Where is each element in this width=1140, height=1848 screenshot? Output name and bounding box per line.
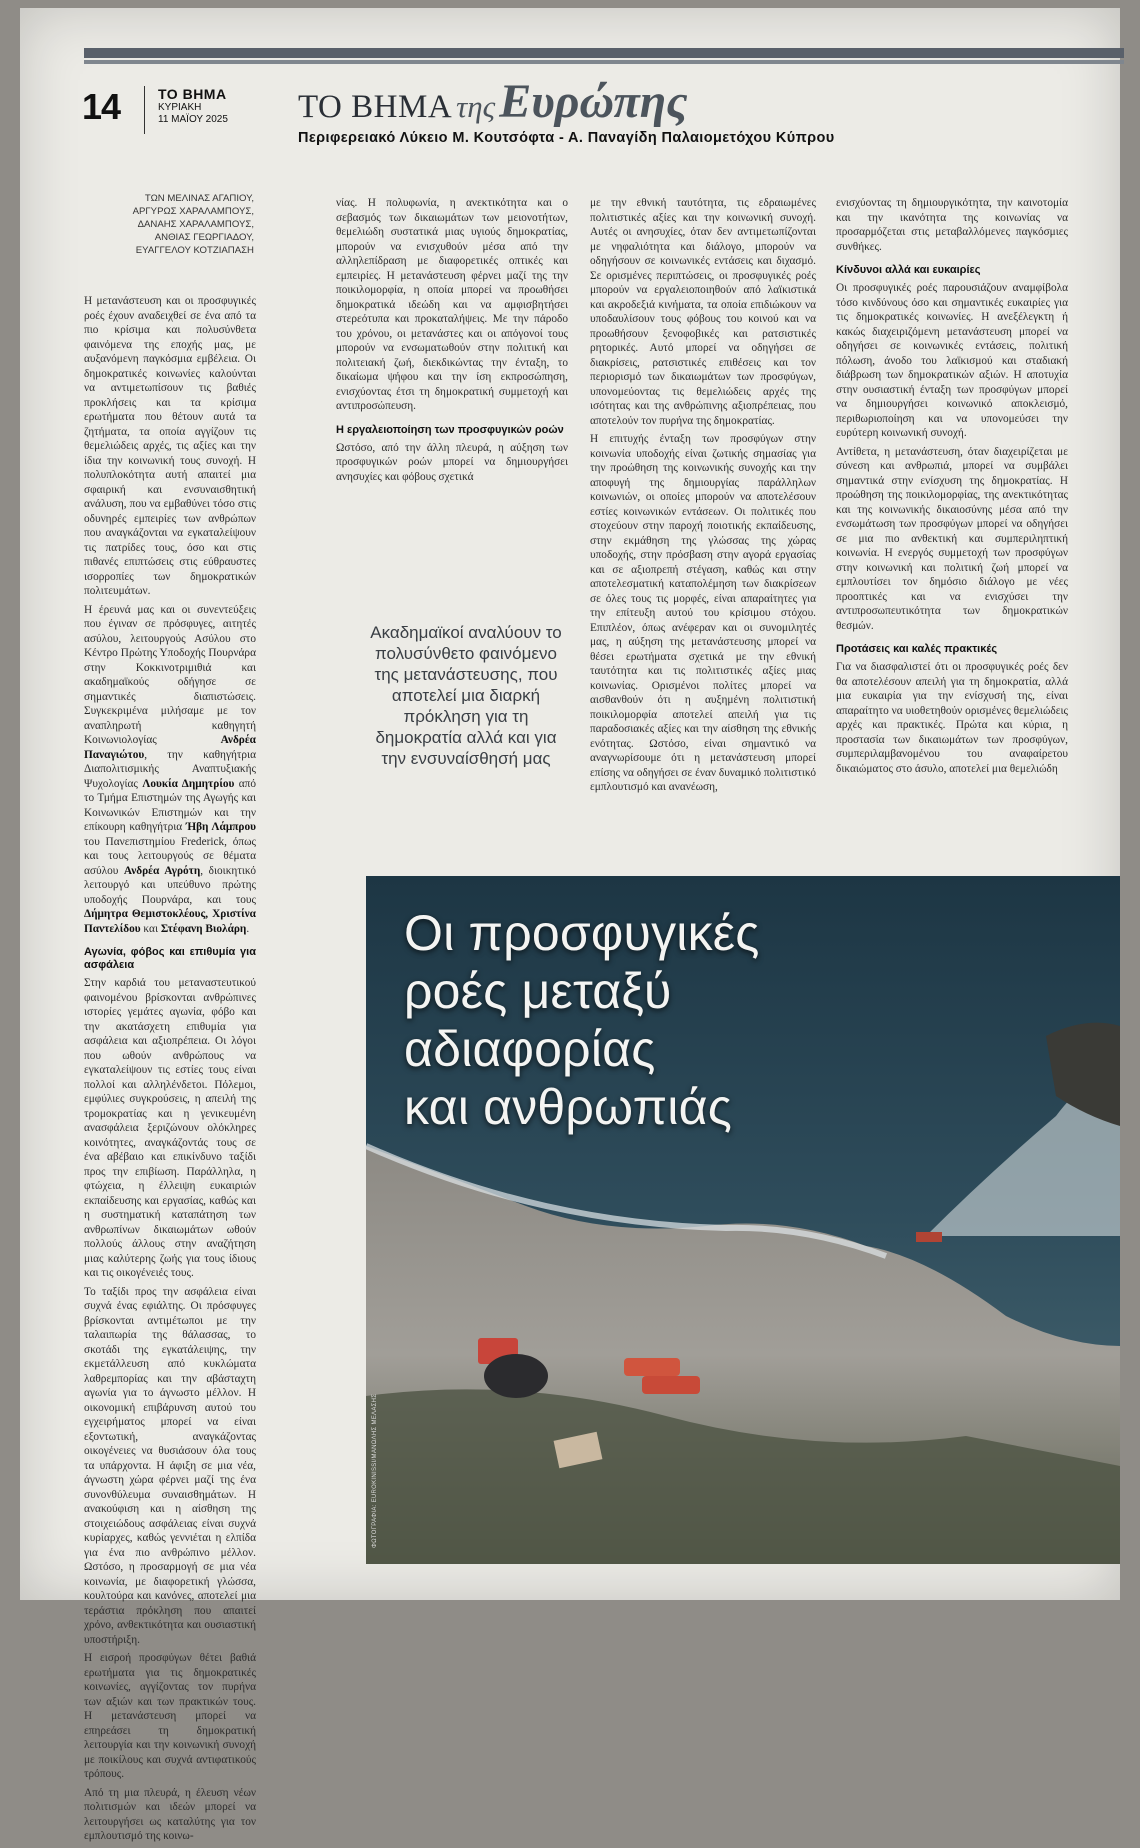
paragraph: νίας. Η πολυφωνία, η ανεκτικότητα και ο σεβασμός των δικαιωμάτων των μειονοτήτων, θεμελιώδη συστατικά μιας υγιούς δημοκρατίας, μπορούν να ενισχυθούν μέσα από την αλληλεπίδραση με διαφορετικές οπτικές και εμπειρίες. Η μετανάστευση φέρνει μαζί της την ποικιλομορφία, η οποία μπορεί να προωθήσει δημοκρατικά ιδεώδη και να αμφισβητήσει στερεότυπα και προκαταλήψεις. Με την πάροδο του χρόνου, οι μετανάστες και οι απόγονοί τους μπορούν να ενσωματωθούν στην πολιτική και πολιτειακή ζωή, διεκδικώντας την ένταξη, το δικαίωμα ψήφου και την ίση εκπροσώπηση, ενισχύοντας έτσι τη δημοκρατική συμμετοχή και αντιπροσώπευση. xyxy=(336,197,568,412)
paragraph: Η επιτυχής ένταξη των προσφύγων στην κοινωνία υποδοχής είναι ζωτικής σημασίας για την προώθηση της κοινωνικής συνοχής και την αποφυγή της δημιουργίας παράλληλων κοινωνιών, οι οποίες μπορούν να αποτελέσουν εστίες κοινωνικών εντάσεων. Οι πολιτικές που στοχεύουν στην παροχή ποιοτικής εκπαίδευσης, στην εκμάθηση της γλώσσας της χώρας υποδοχής, στην πρόσβαση στην αγορά εργασίας και σε αξιοπρεπή στέγαση, καθώς και στην αποτελεσματική καταπολέμηση των διακρίσεων σε όλες τους τις μορφές, είναι απαραίτητες για την επίτευξη αυτού του κρίσιμου στόχου. Επιπλέον, όπως ανέφεραν και οι συνομιλητές μας, η αύξηση της μετανάστευσης μπορεί να θέσει ερωτήματα σχετικά με την εθνική ταυτότητα και τις πολιτιστικές αξίες μιας κοινωνίας. Ορισμένοι πολίτες μπορεί να αισθανθούν ότι η αυξημένη πολιτιστική ποικιλομορφία αποτελεί απειλή για τις παραδοσιακές αξίες και την αίσθηση της εθνικής ενότητας. Ωστόσο, είναι σημαντικό να αναγνωρίσουμε ότι η μετανάστευση μπορεί επίσης να οδηγήσει σε έναν δυναμικό πολιτιστικό εμπλουτισμό και ανανέωση, xyxy=(590,433,816,793)
subheading: Αγωνία, φόβος και επιθυμία για ασφάλεια xyxy=(84,946,256,971)
paragraph: Στην καρδιά του μεταναστευτικού φαινομένου βρίσκονται ανθρώπινες ιστορίες γεμάτες αγωνία, φόβο και την ακατάσχετη επιθυμία για ασφάλεια και αξιοπρέπεια. Οι λόγοι που ωθούν ανθρώπους να εγκαταλείψουν τις εστίες τους είναι πολλοί και αλληλένδετοι. Πόλεμοι, εμφύλιες συγκρούσεις, η απειλή της τρομοκρατίας και η γενικευμένη ανασφάλεια ξεριζώνουν ολόκληρες κοινότητες, αναγκάζοντάς τους σε ένα αβέβαιο και επικίνδυνο ταξίδι προς την επιβίωση. Παράλληλα, η φτώχεια, η έλλειψη ευκαιριών εκπαίδευσης και εργασίας, καθώς και η συστηματική καταπάτηση των ανθρωπίνων δικαιωμάτων ωθούν πολλούς άλλους στην αναζήτηση μιας καλύτερης ζωής για τους ίδιους και τις οικογένειές τους. xyxy=(84,977,256,1279)
byline-line: ΔΑΝΑΗΣ ΧΑΡΑΛΑΜΠΟΥΣ, xyxy=(137,219,254,230)
headline-line: ροές μεταξύ xyxy=(404,963,672,1019)
paragraph: Η μετανάστευση και οι προσφυγικές ροές έχουν αναδειχθεί σε ένα από τα πιο κρίσιμα και πολυσύνθετα φαινόμενα της εποχής μας, με αυξανόμενη παγκόσμια εμβέλεια. Οι δημοκρατικές κοινωνίες καλούνται να αντιμετωπίσουν τις βαθιές προκλήσεις και τα κρίσιμα ερωτήματα που θέτουν αυτά τα ζητήματα, τα οποία αγγίζουν τις θεμελιώδεις αρχές, τις αξίες και την ίδια την κοινωνική τους συνοχή. Η πολυπλοκότητα αυτή απαιτεί μια σφαιρική και ενσυναισθητική ανάλυση, που να εμβαθύνει τόσο στις οδυνηρές εμπειρίες των ανθρώπων που αναγκάζονται να εγκαταλείψουν τις πατρίδες τους, όσο και στις πιθανές επιπτώσεις στις εύθραυστες ισορροπίες των δημοκρατικών πολιτευμάτων. xyxy=(84,295,256,597)
photo-credit: ΦΩΤΟΓΡΑΦΙΑ: EUROKINISSI/ΜΑΝΩΛΗΣ ΜΕΛΑΣΗΣ xyxy=(372,1393,378,1548)
section-title-europe: Ευρώπης xyxy=(499,75,688,128)
newspaper-page xyxy=(20,8,1120,1842)
person-name: Λουκία Δημητρίου xyxy=(142,777,235,790)
header-divider xyxy=(144,86,145,134)
masthead xyxy=(158,86,228,126)
paragraph: με την εθνική ταυτότητα, τις εδραιωμένες πολιτιστικές αξίες και την κοινωνική συνοχή. Αυτές οι ανησυχίες, όταν δεν αντιμετωπίζονται με νηφαλιότητα και διάλογο, μπορούν να οδηγήσουν σε κοινωνικές εντάσεις και διχασμό. Σε ορισμένες περιπτώσεις, οι προσφυγικές ροές μπορούν να εργαλειοποιηθούν από λαϊκιστικά και ακροδεξιά κινήματα, τα οποία επιδιώκουν να υποδαυλίσουν τους φόβους του κοινού και να προωθήσουν ξενοφοβικές και ρατσιστικές ρητορικές. Αυτό μπορεί να οδηγήσει σε διακρίσεις, ρατσιστικές επιθέσεις και τον περιορισμό των δικαιωμάτων των προσφύγων, υπονομεύοντας τις θεμελιώδεις αρχές της ισότητας και της ανθρώπινης αξιοπρέπειας, που αποτελούν τον πυρήνα της δημοκρατίας. xyxy=(590,197,816,427)
subheading: Κίνδυνοι αλλά και ευκαιρίες xyxy=(836,264,981,276)
person-name: Στέφανη Βιολάρη xyxy=(160,922,247,935)
section-title xyxy=(298,74,687,129)
person-name: Ανδρέα Αγρότη xyxy=(123,864,201,877)
headline-line: αδιαφορίας xyxy=(404,1021,656,1077)
section-subtitle: Περιφερειακό Λύκειο Μ. Κουτσόφτα - Α. Παναγίδη Παλαιομετόχου Κύπρου xyxy=(298,130,835,146)
section-title-of: της xyxy=(456,89,496,124)
paragraph: Η εισροή προσφύγων θέτει βαθιά ερωτήματα για τις δημοκρατικές κοινωνίες, αγγίζοντας τον πυρήνα των αξιών και των πρακτικών τους. Η μετανάστευση μπορεί να επηρεάσει τη δημοκρατική λειτουργία και την κοινωνική συνοχή με ποικίλους και συχνά αντιφατικούς τρόπους. xyxy=(84,1652,256,1780)
person-name: Ήβη Λάμπρου xyxy=(185,821,256,833)
paragraph: Οι προσφυγικές ροές παρουσιάζουν αναμφίβολα τόσο κινδύνους όσο και σημαντικές ευκαιρίες για τις δημοκρατικές κοινωνίες. Η ανεξέλεγκτη ή κακώς διαχειριζόμενη μετανάστευση μπορεί να οδηγήσει σε κοινωνικές εντάσεις, πολιτική πόλωση, άνοδο του λαϊκισμού και σταδιακή διάβρωση των δημοκρατικών αξιών. Η αποτυχία στην ουσιαστική ένταξη των προσφύγων μπορεί να δημιουργήσει κοινωνικό αποκλεισμό, περιθωριοποίηση και να υπονομεύσει την ευρύτερη κοινωνική συνοχή. xyxy=(836,282,1068,439)
article-column-2 xyxy=(336,196,568,488)
paragraph: ενισχύοντας τη δημιουργικότητα, την καινοτομία και την ικανότητα της κοινωνίας να προσαρμόζεται στις μεταβαλλόμενες παγκόσμιες συνθήκες. xyxy=(836,197,1068,253)
paragraph: Για να διασφαλιστεί ότι οι προσφυγικές ροές δεν θα αποτελέσουν απειλή για τη δημοκρατία, αλλά μια ευκαιρία για την ενίσχυσή της, είναι απαραίτητο να υιοθετηθούν ορισμένες θεμελιώδεις αρχές και πρακτικές. Πρώτα και κύρια, η προστασία των δικαιωμάτων των προσφύγων, συμπεριλαμβανομένου του αναφαίρετου δικαιώματος στο άσυλο, αποτελεί μια θεμελιώδη xyxy=(836,661,1068,775)
subheading: Προτάσεις και καλές πρακτικές xyxy=(836,643,998,655)
page-number: 14 xyxy=(82,86,121,127)
paragraph: Αντίθετα, η μετανάστευση, όταν διαχειρίζεται με σύνεση και ανθρωπιά, μπορεί να συμβάλει σημαντικά στην ενίσχυση της δημοκρατίας. Η προώθηση της ποικιλομορφίας, της ανεκτικότητας και της κοινωνικής δικαιοσύνης μέσα από την ενσωμάτωση των προσφύγων μπορεί να οδηγήσει σε μια πιο ανθεκτική και συμπεριληπτική κοινωνία. Η ενεργός συμμετοχή των προσφύγων στην κοινωνική και πολιτική ζωή μπορεί να εμπλουτίσει τον δημόσιο διάλογο με νέες προοπτικές και να ενισχύσει την αντιπροσωπευτικότητα των δημοκρατικών θεσμών. xyxy=(836,445,1068,632)
paragraph: Ωστόσο, από την άλλη πλευρά, η αύξηση των προσφυγικών ροών μπορεί να δημιουργήσει ανησυχίες και φόβους σχετικά xyxy=(336,441,568,483)
text-run: και xyxy=(140,922,158,935)
header-rule xyxy=(84,48,1124,58)
byline-line: ΕΥΑΓΓΕΛΟΥ ΚΟΤΖΙΑΠΑΣΗ xyxy=(135,245,254,256)
paragraph: Από τη μια πλευρά, η έλευση νέων πολιτισμών και ιδεών μπορεί να λειτουργήσει ως καταλύτης για τον εμπλουτισμό της κοινω- xyxy=(84,1786,256,1842)
byline xyxy=(84,192,254,257)
issue-date: 11 ΜΑΪΟΥ 2025 xyxy=(158,114,228,125)
text-run: , διοικητικό λειτουργό και υπεύθυνο πρώτης υποδοχής Πουρνάρα, και τους xyxy=(84,864,256,906)
pull-quote: Ακαδημαϊκοί αναλύουν το πολυσύνθετο φαινόμενο της μετανάστευσης, που αποτελεί μια διαρκή πρόκληση για τη δημοκρατία αλλά και για την ενσυναίσθησή μας xyxy=(370,623,562,768)
text-run: . xyxy=(246,922,250,935)
text-run: , την καθηγήτρια Διαπολιτισμικής Αναπτυξιακής Ψυχολογίας xyxy=(84,748,256,790)
header-rule-thin xyxy=(84,60,1124,64)
life-jacket xyxy=(642,1376,700,1394)
subheading: Η εργαλειοποίηση των προσφυγικών ροών xyxy=(336,423,564,436)
person-name: Δήμητρα Θεμιστοκλέους, Χριστίνα Παντελίδου xyxy=(84,908,256,935)
article-column-4 xyxy=(836,196,1068,780)
text-run: Η έρευνά μας και οι συνεντεύξεις που έγιναν σε πρόσφυγες, αιτητές ασύλου, λειτουργούς Ασύλου στο Κέντρο Πρώτης Υποδοχής Πουρνάρα στην Κοκκινοτριμιθιά και ακαδημαϊκούς οδήγησε σε σημαντικές διαπιστώσεις. Συγκεκριμένα μιλήσαμε με τον αναπληρωτή καθηγητή Κοινωνιολογίας xyxy=(84,603,256,746)
headline-line: Οι προσφυγικές xyxy=(404,905,760,961)
text-run: από το Τμήμα Επιστημών της Αγωγής και Κοινωνικών Επιστημών και την επίκουρη καθηγήτρια xyxy=(84,777,256,833)
person-name: Ανδρέα Παναγιώτου xyxy=(84,734,256,761)
feature-headline xyxy=(404,904,760,1136)
byline-line: ΑΝΘΙΑΣ ΓΕΩΡΓΙΑΔΟΥ, xyxy=(154,232,254,243)
paper-name: ΤΟ ΒΗΜΑ xyxy=(158,86,227,102)
paragraph xyxy=(84,603,256,937)
paragraph: Το ταξίδι προς την ασφάλεια είναι συχνά ένας εφιάλτης. Οι πρόσφυγες βρίσκονται αντιμέτωποι με την ταλαιπωρία της θάλασσας, το σκοτάδι της εγκατάλειψης, την εκμετάλλευση από κυκλώματα λαθρεμπορίας και την αβάσταχτη αγωνία για το άγνωστο μέλλον. Η οικονομική επιβάρυνση αυτού του εγχειρήματος μπορεί να είναι εξοντωτική, αναγκάζοντας οικογένειες να θυσιάσουν όλα τους τα υπάρχοντα. Η άφιξη σε μια νέα, άγνωστη χώρα φέρνει μαζί της ένα συνονθύλευμα συναισθημάτων. Η ανακούφιση και η αίσθηση της στοιχειώδους ασφάλειας είναι συχνά κυρίαρχες, καθώς γεννιέται η ελπίδα για ένα πιο ανθρώπινο μέλλον. Ωστόσο, η προσαρμογή σε μια νέα κοινωνία, με διαφορετική γλώσσα, κουλτούρα και κανόνες, αποτελεί μια τεράστια πρόκληση που απαιτεί χρόνο, ανθεκτικότητα και ουσιαστική υποστήριξη. xyxy=(84,1285,256,1646)
text-run: του Πανεπιστημίου Frederick, όπως και τους λειτουργούς σε θέματα ασύλου xyxy=(84,835,256,877)
article-column-3 xyxy=(590,196,816,799)
headline-line: και ανθρωπιάς xyxy=(404,1079,732,1135)
issue-day: ΚΥΡΙΑΚΗ xyxy=(158,102,202,113)
life-jacket xyxy=(624,1358,680,1376)
article-column-1 xyxy=(84,294,256,1848)
byline-line: ΑΡΓΥΡΩΣ ΧΑΡΑΛΑΜΠΟΥΣ, xyxy=(132,206,254,217)
byline-line: ΤΩΝ ΜΕΛΙΝΑΣ ΑΓΑΠΙΟΥ, xyxy=(144,193,254,204)
section-title-main: ΤΟ ΒΗΜΑ xyxy=(298,89,453,125)
